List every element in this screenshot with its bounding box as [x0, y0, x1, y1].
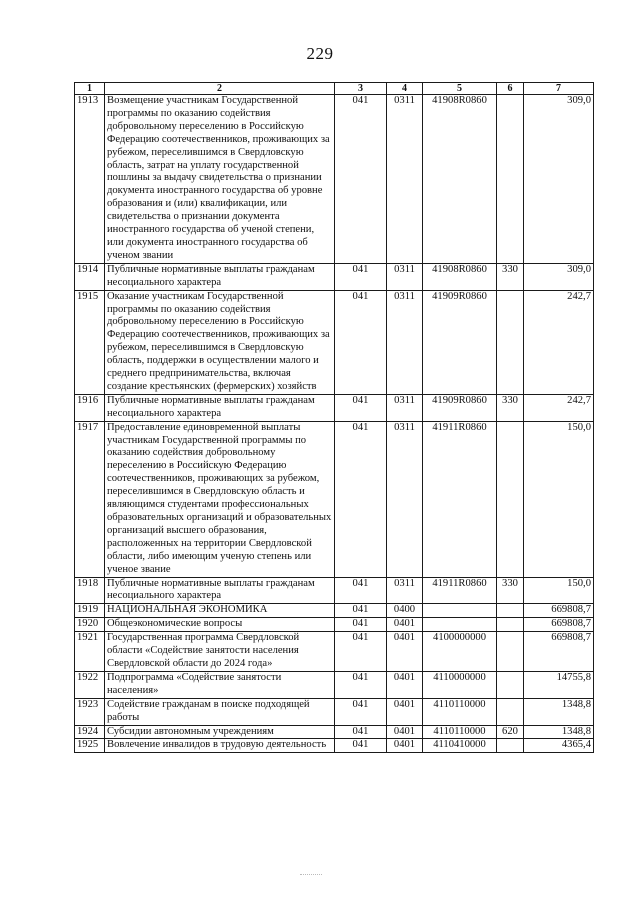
admin-code: 041 — [335, 698, 387, 725]
row-description: Оказание участникам Государственной программы по оказанию содействия добровольному переселению в Российскую Федерацию соотечественников, проживающих за рубежом, переселившимся в Свердловскую область, поддержки в осуществлении малого и среднего предпринимательства, включая создание крестьянских (фермерских) хозяйств — [105, 290, 335, 394]
target-code: 4110000000 — [423, 671, 497, 698]
column-header: 5 — [423, 83, 497, 95]
amount: 242,7 — [524, 290, 594, 394]
target-code: 4100000000 — [423, 632, 497, 672]
target-code: 41909R0860 — [423, 394, 497, 421]
table-row — [75, 577, 594, 604]
row-number: 1918 — [75, 577, 105, 604]
target-code: 41911R0860 — [423, 421, 497, 577]
table-row — [75, 725, 594, 739]
section-code: 0401 — [387, 725, 423, 739]
section-code: 0401 — [387, 618, 423, 632]
table-row — [75, 394, 594, 421]
expense-type — [497, 632, 524, 672]
column-header: 4 — [387, 83, 423, 95]
row-number: 1920 — [75, 618, 105, 632]
row-description: Публичные нормативные выплаты гражданам несоциального характера — [105, 577, 335, 604]
row-description: Предоставление единовременной выплаты участникам Государственной программы по оказанию содействия добровольному переселению в Российскую Федерацию соотечественников, проживающих за рубежом, переселившимся в Свердловскую область и являющимся студентами профессиональных образовательных организаций и образовательных организаций высшего образования, расположенных на территории Свердловской области, либо имеющим ученую степень или ученое звание — [105, 421, 335, 577]
row-description: НАЦИОНАЛЬНАЯ ЭКОНОМИКА — [105, 604, 335, 618]
row-description: Подпрограмма «Содействие занятости населения» — [105, 671, 335, 698]
section-code: 0311 — [387, 263, 423, 290]
row-description: Публичные нормативные выплаты гражданам несоциального характера — [105, 263, 335, 290]
row-number: 1921 — [75, 632, 105, 672]
target-code: 4110410000 — [423, 739, 497, 753]
amount: 1348,8 — [524, 698, 594, 725]
expense-type — [497, 698, 524, 725]
admin-code: 041 — [335, 604, 387, 618]
table-row — [75, 604, 594, 618]
row-number: 1915 — [75, 290, 105, 394]
amount: 669808,7 — [524, 618, 594, 632]
amount: 309,0 — [524, 263, 594, 290]
section-code: 0400 — [387, 604, 423, 618]
expense-type — [497, 739, 524, 753]
scan-mark — [300, 874, 322, 875]
table-row — [75, 739, 594, 753]
table-row — [75, 290, 594, 394]
table-row — [75, 263, 594, 290]
expense-type — [497, 604, 524, 618]
target-code: 41911R0860 — [423, 577, 497, 604]
admin-code: 041 — [335, 671, 387, 698]
column-header: 6 — [497, 83, 524, 95]
row-description: Вовлечение инвалидов в трудовую деятельность — [105, 739, 335, 753]
target-code: 4110110000 — [423, 725, 497, 739]
row-number: 1917 — [75, 421, 105, 577]
expense-type: 620 — [497, 725, 524, 739]
column-header: 1 — [75, 83, 105, 95]
amount: 14755,8 — [524, 671, 594, 698]
admin-code: 041 — [335, 739, 387, 753]
table-row — [75, 618, 594, 632]
row-number: 1923 — [75, 698, 105, 725]
table-row — [75, 671, 594, 698]
page-number: 229 — [306, 44, 334, 63]
row-number: 1919 — [75, 604, 105, 618]
amount: 4365,4 — [524, 739, 594, 753]
section-code: 0311 — [387, 290, 423, 394]
admin-code: 041 — [335, 394, 387, 421]
table-row — [75, 698, 594, 725]
admin-code: 041 — [335, 632, 387, 672]
amount: 669808,7 — [524, 632, 594, 672]
row-number: 1914 — [75, 263, 105, 290]
section-code: 0401 — [387, 739, 423, 753]
admin-code: 041 — [335, 263, 387, 290]
section-code: 0311 — [387, 95, 423, 264]
amount: 150,0 — [524, 577, 594, 604]
budget-table — [74, 82, 594, 753]
target-code: 41909R0860 — [423, 290, 497, 394]
section-code: 0311 — [387, 421, 423, 577]
section-code: 0401 — [387, 671, 423, 698]
admin-code: 041 — [335, 725, 387, 739]
expense-type: 330 — [497, 577, 524, 604]
row-description: Субсидии автономным учреждениям — [105, 725, 335, 739]
row-number: 1922 — [75, 671, 105, 698]
row-description: Публичные нормативные выплаты гражданам несоциального характера — [105, 394, 335, 421]
expense-type: 330 — [497, 394, 524, 421]
section-code: 0401 — [387, 698, 423, 725]
target-code: 41908R0860 — [423, 263, 497, 290]
row-number: 1925 — [75, 739, 105, 753]
target-code: 4110110000 — [423, 698, 497, 725]
row-number: 1916 — [75, 394, 105, 421]
expense-type — [497, 421, 524, 577]
column-header: 2 — [105, 83, 335, 95]
row-description: Общеэкономические вопросы — [105, 618, 335, 632]
row-description: Возмещение участникам Государственной программы по оказанию содействия добровольному переселению в Российскую Федерацию соотечественников, проживающих за рубежом, переселившимся в Свердловскую область, затрат на уплату государственной пошлины за выдачу свидетельства о признании документа иностранного государства об уровне образования и (или) квалификации, или свидетельства о признании документа иностранного государства об ученой степени, или документа иностранного государства об ученом звании — [105, 95, 335, 264]
section-code: 0311 — [387, 577, 423, 604]
admin-code: 041 — [335, 618, 387, 632]
admin-code: 041 — [335, 290, 387, 394]
admin-code: 041 — [335, 421, 387, 577]
column-header: 3 — [335, 83, 387, 95]
target-code: 41908R0860 — [423, 95, 497, 264]
header-row — [75, 83, 594, 95]
amount: 242,7 — [524, 394, 594, 421]
amount: 150,0 — [524, 421, 594, 577]
expense-type — [497, 671, 524, 698]
table-row — [75, 95, 594, 264]
amount: 309,0 — [524, 95, 594, 264]
expense-type — [497, 618, 524, 632]
amount: 1348,8 — [524, 725, 594, 739]
admin-code: 041 — [335, 95, 387, 264]
target-code — [423, 604, 497, 618]
column-header: 7 — [524, 83, 594, 95]
table-row — [75, 632, 594, 672]
target-code — [423, 618, 497, 632]
admin-code: 041 — [335, 577, 387, 604]
row-number: 1913 — [75, 95, 105, 264]
section-code: 0401 — [387, 632, 423, 672]
amount: 669808,7 — [524, 604, 594, 618]
row-description: Содействие гражданам в поиске подходящей работы — [105, 698, 335, 725]
expense-type — [497, 95, 524, 264]
section-code: 0311 — [387, 394, 423, 421]
expense-type: 330 — [497, 263, 524, 290]
row-number: 1924 — [75, 725, 105, 739]
table-row — [75, 421, 594, 577]
expense-type — [497, 290, 524, 394]
row-description: Государственная программа Свердловской области «Содействие занятости населения Свердловской области до 2024 года» — [105, 632, 335, 672]
